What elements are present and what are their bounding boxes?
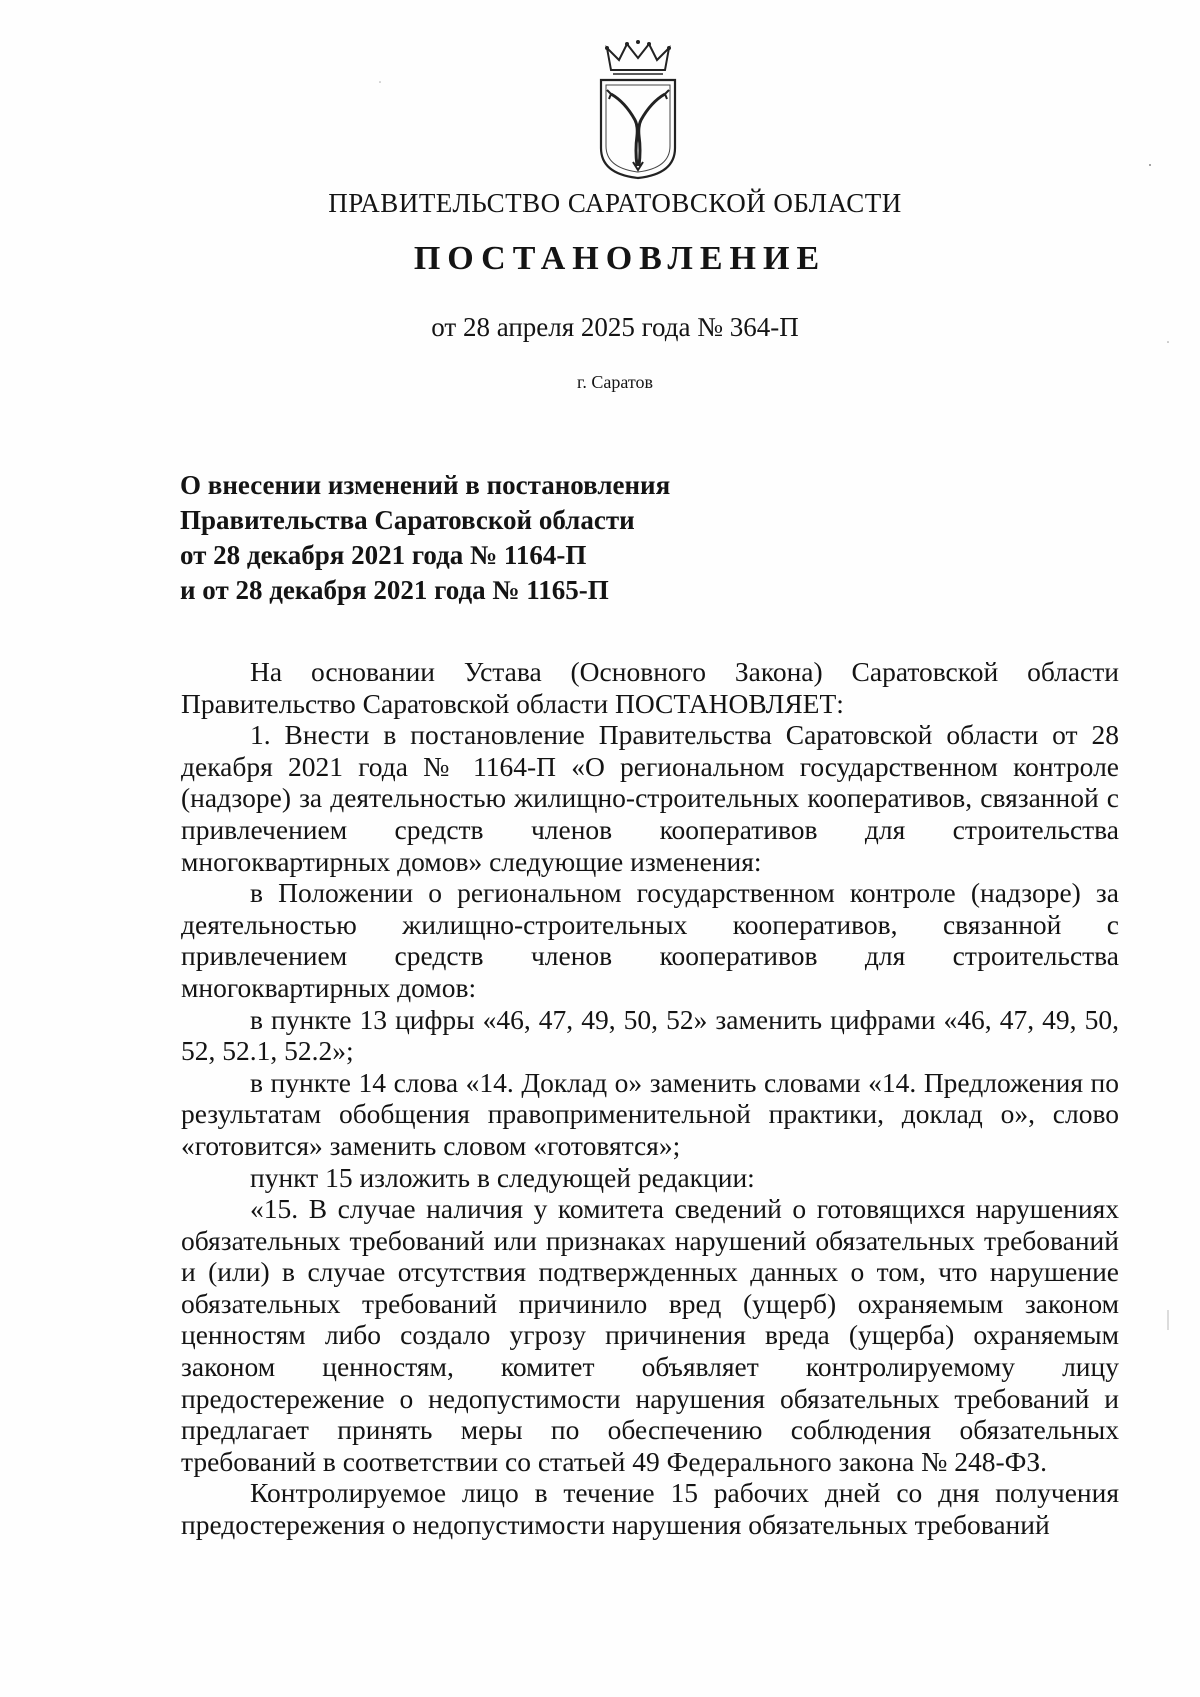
document-title	[180, 468, 880, 608]
body-paragraph: в Положении о региональном государственном контроле (надзоре) за деятельностью жилищно-строительных кооперативов, связанной с привлечением средств членов кооперативов для строительства многоквартирных домов:	[181, 877, 1119, 1003]
body-paragraph: 1. Внести в постановление Правительства Саратовской области от 28 декабря 2021 года № 1164-П «О региональном государственном контроле (надзоре) за деятельностью жилищно-строительных кооперативов, связанной с привлечением средств членов кооперативов для строительства многоквартирных домов» следующие изменения:	[181, 719, 1119, 877]
body-paragraph: «15. В случае наличия у комитета сведений о готовящихся нарушениях обязательных требований или признаках нарушений обязательных требований и (или) в случае отсутствия подтвержденных данных о том, что нарушение обязательных требований причинило вред (ущерб) охраняемым законом ценностям либо создало угрозу причинения вреда (ущерба) охраняемым законом ценностям, комитет объявляет контролируемому лицу предостережение о недопустимости нарушения обязательных требований и предлагает принять меры по обеспечению соблюдения обязательных требований в соответствии со статьей 49 Федерального закона № 248-ФЗ.	[181, 1193, 1119, 1477]
body-paragraph: На основании Устава (Основного Закона) Саратовской области Правительство Саратовской области ПОСТАНОВЛЯЕТ:	[181, 656, 1119, 719]
title-line: Правительства Саратовской области	[180, 505, 635, 535]
document-date-number: от 28 апреля 2025 года № 364-П	[431, 312, 799, 342]
body-paragraph: в пункте 14 слова «14. Доклад о» заменить словами «14. Предложения по результатам обобщения правоприменительной практики, доклад о», слово «готовится» заменить словом «готовятся»;	[181, 1066, 1119, 1161]
body-paragraph: в пункте 13 цифры «46, 47, 49, 50, 52» заменить цифрами «46, 47, 49, 50, 52, 52.1, 52.2»;	[181, 1003, 1119, 1067]
saratov-coat-of-arms-icon	[597, 40, 679, 180]
document-type: ПОСТАНОВЛЕНИЕ	[413, 240, 827, 277]
title-line: и от 28 декабря 2021 года № 1165-П	[180, 575, 609, 605]
organization-name: ПРАВИТЕЛЬСТВО САРАТОВСКОЙ ОБЛАСТИ	[328, 188, 902, 218]
document-city: г. Саратов	[577, 372, 653, 392]
title-line: О внесении изменений в постановления	[180, 470, 671, 500]
body-paragraph: Контролируемое лицо в течение 15 рабочих дней со дня получения предостережения о недопустимости нарушения обязательных требований	[181, 1477, 1119, 1541]
document-body	[181, 656, 1119, 1541]
title-line: от 28 декабря 2021 года № 1164-П	[180, 540, 587, 570]
body-paragraph: пункт 15 изложить в следующей редакции:	[250, 1161, 755, 1193]
